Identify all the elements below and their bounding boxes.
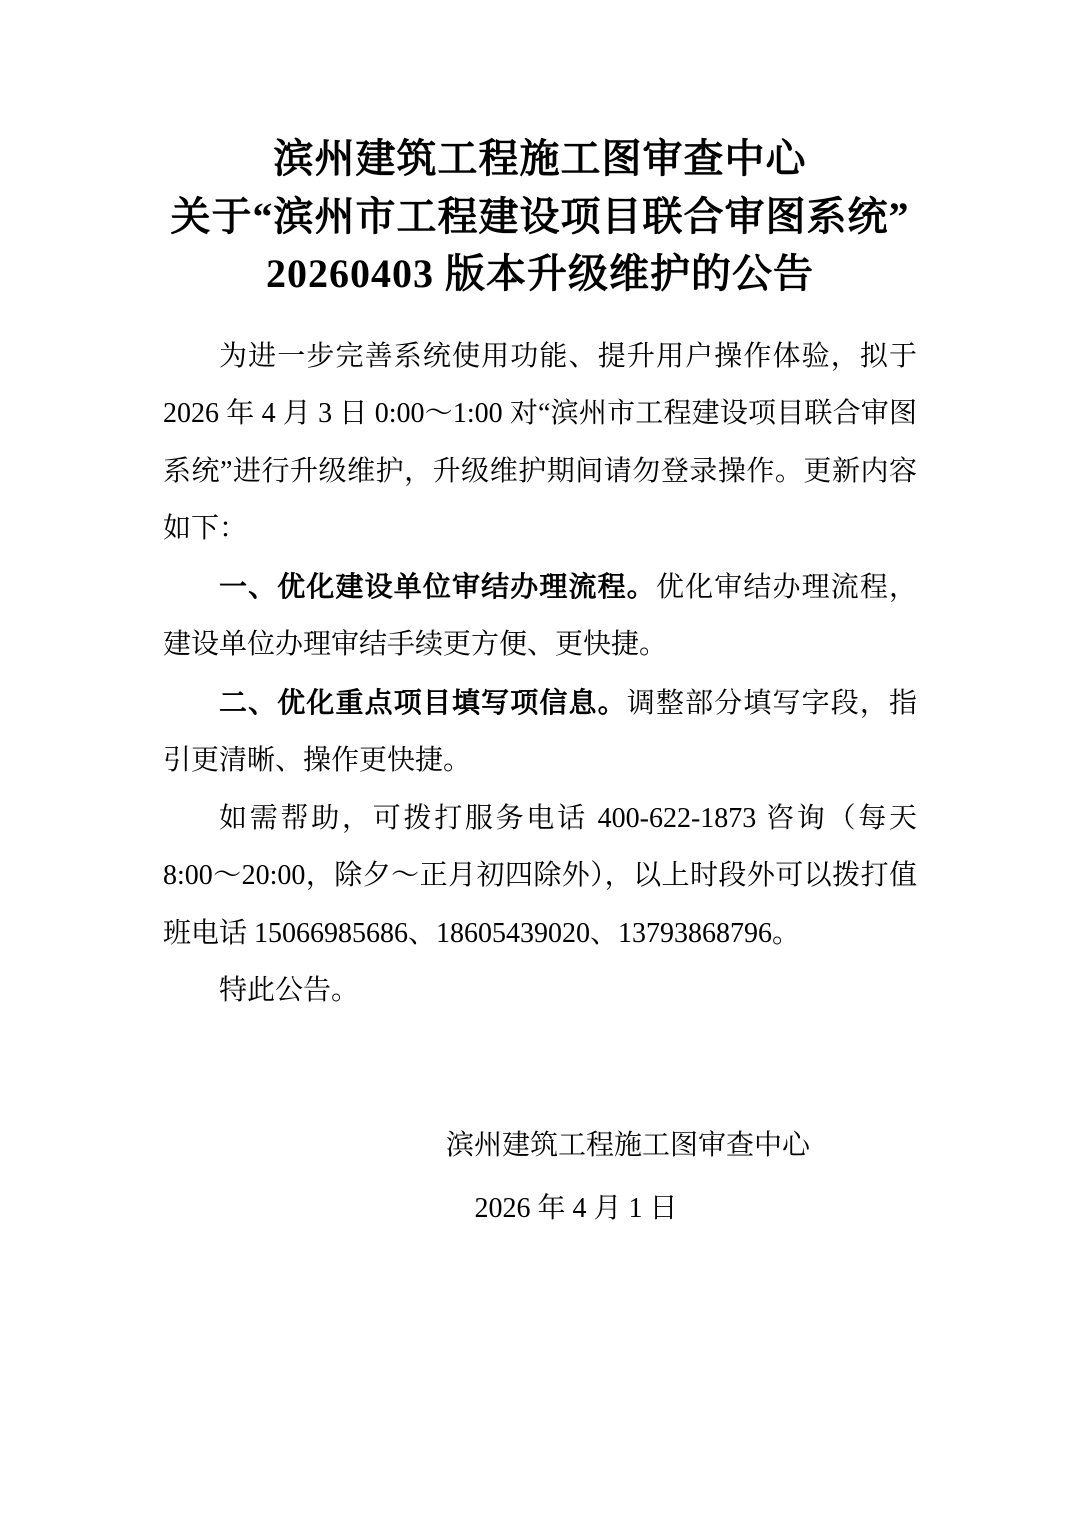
update-item-1-detail: 优化审结办理流程，建设单位办理审结手续更方便、更快捷。 [163,571,917,660]
title-line-1: 滨州建筑工程施工图审查中心 [273,136,807,181]
update-item-2-detail: 调整部分填写字段，指引更清晰、操作更快捷。 [163,687,917,776]
update-item-2-heading: 二、优化重点项目填写项信息。 [219,686,627,718]
signature-org: 滨州建筑工程施工图审查中心 [445,1129,810,1161]
announcement-title [85,130,995,303]
title-line-2: 关于“滨州市工程建设项目联合审图系统” [170,193,910,239]
update-item-1 [163,558,917,674]
intro-paragraph: 为进一步完善系统使用功能、提升用户操作体验，拟于 2026 年 4 月 3 日 0:00～1:00 对“滨州市工程建设项目联合审图系统”进行升级维护，升级维护期间请勿登录操作。更新内容如下： [163,340,917,544]
closing-paragraph: 特此公告。 [219,975,360,1006]
announcement-body [163,328,917,1020]
update-item-2 [163,674,917,790]
help-paragraph: 如需帮助，可拨打服务电话 400-622-1873 咨询（每天 8:00～20:00，除夕～正月初四除外），以上时段外可以拨打值班电话 15066985686、18605439020、13793868796。 [163,802,917,949]
title-line-3: 20260403 版本升级维护的公告 [266,251,814,296]
signature-block [0,1117,1080,1238]
signature-date: 2026 年 4 月 1 日 [474,1193,678,1224]
update-item-1-heading: 一、优化建设单位审结办理流程。 [219,570,656,602]
